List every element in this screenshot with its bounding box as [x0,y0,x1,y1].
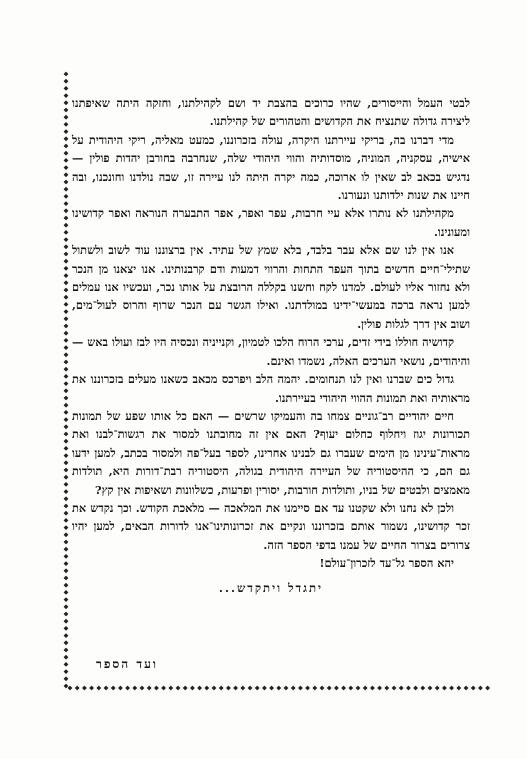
border-diamond [132,686,137,691]
border-diamond [478,686,483,691]
border-diamond [64,295,69,300]
border-diamond [64,424,69,429]
border-diamond [64,129,69,134]
border-diamond [64,288,69,293]
border-diamond [64,86,69,91]
border-diamond [64,316,69,321]
border-diamond [64,496,69,501]
border-diamond [64,532,69,537]
border-diamond [64,460,69,465]
border-diamond [190,686,195,691]
border-diamond [320,686,325,691]
border-diamond [204,686,209,691]
border-diamond [64,655,69,660]
border-diamond [89,686,94,691]
border-diamond [334,686,339,691]
border-diamond [176,686,181,691]
border-diamond [64,259,69,264]
border-diamond [442,686,447,691]
border-diamond [64,540,69,545]
border-diamond [64,633,69,638]
border-diamond [64,345,69,350]
border-diamond [64,446,69,451]
paragraph: יהא הספר גל־עד לזכרון־עולם! [319,556,454,571]
border-diamond [284,686,289,691]
border-diamond [226,686,231,691]
border-diamond [356,686,361,691]
border-diamond [64,518,69,523]
border-diamond [64,180,69,185]
border-diamond [64,676,69,681]
border-diamond [327,686,332,691]
border-diamond [212,686,217,691]
border-diamond [348,686,353,691]
border-diamond [64,590,69,595]
border-diamond [82,686,87,691]
border-diamond [64,583,69,588]
border-diamond [298,686,303,691]
border-diamond [240,686,245,691]
border-diamond [255,686,260,691]
border-diamond [64,648,69,653]
border-diamond [64,475,69,480]
paragraph: חיים יהודיים רב־גוניים צמחו בה והעמיקו שרשים — האם כל אותו שפע של תמונות תכורונות יגוז ויחלוף כחלום יעוף? האם אין זה מחובתנו למסור את רגשות־לבנו ואת מראות־עינינו מן הימים שעברו גם לבנינו אחרינו, לספר בעל־פה ולמסור בכתב, למען ידעו גם הם, כי ההיסטוריה של העיירה היהודית בגולה, היסטוריה רבת־דורות היא, תולדות מאמצים ולבטים של בניו, ותולדות חורבות, יסורין ופרעות, כשלוונות ושאיפות אין קץ? [72,408,470,497]
border-diamond [64,324,69,329]
border-diamond [154,686,159,691]
border-diamond [370,686,375,691]
border-diamond [399,686,404,691]
border-diamond [64,388,69,393]
border-diamond [64,93,69,98]
border-diamond [341,686,346,691]
border-diamond [64,374,69,379]
border-diamond [64,208,69,213]
border-diamond [64,280,69,285]
border-diamond [64,79,69,84]
border-diamond [428,686,433,691]
border-diamond [64,309,69,314]
border-diamond [64,158,69,163]
border-diamond [64,237,69,242]
border-diamond [464,686,469,691]
border-diamond [64,432,69,437]
border-diamond [64,489,69,494]
border-diamond [64,302,69,307]
signature: ועד הספר [96,657,158,671]
border-diamond [64,187,69,192]
border-diamond [168,686,173,691]
border-diamond [64,403,69,408]
border-diamond [413,686,418,691]
paragraph: מקהילתנו לא נותרו אלא עיי חרבות, עפר ואפר, אפר התבערה הנוראה ואפר קדושינו ומעונינו. [72,206,470,239]
border-diamond [64,216,69,221]
border-diamond [64,352,69,357]
border-diamond [363,686,368,691]
border-diamond [262,686,267,691]
border-diamond [64,360,69,365]
border-diamond [64,482,69,487]
border-diamond [64,100,69,105]
border-diamond [64,511,69,516]
border-diamond [64,266,69,271]
border-diamond [64,619,69,624]
border-diamond [125,686,130,691]
border-diamond [64,72,69,77]
border-diamond [312,686,317,691]
border-diamond [64,576,69,581]
border-diamond [75,686,80,691]
border-diamond [64,144,69,149]
paragraph: ולכן לא נחנו ולא שקטנו עד אם סיימנו את המלאכה — מלאכת הקודש. וכך נקדש את זכר קדושינו, נשמור אותם בזכרוננו ונקיים את זכרונותינו־אנו לדורות הבאים, למען יהיו צרורים בצרור החיים של עמנו בדפי הספר הזה. [72,500,470,552]
border-diamond [64,201,69,206]
border-diamond [420,686,425,691]
border-diamond [377,686,382,691]
border-diamond [269,686,274,691]
border-diamond [64,554,69,559]
border-diamond [64,410,69,415]
border-diamond [64,561,69,566]
border-diamond [111,686,116,691]
border-diamond [392,686,397,691]
border-diamond [161,686,166,691]
border-diamond [64,122,69,127]
border-diamond [64,684,69,689]
border-diamond [471,686,476,691]
border-diamond [64,669,69,674]
border-diamond [64,331,69,336]
border-diamond [64,223,69,228]
border-diamond [64,230,69,235]
border-diamond [64,136,69,141]
border-diamond [64,108,69,113]
border-diamond [64,381,69,386]
border-diamond [64,662,69,667]
border-diamond [64,453,69,458]
border-diamond [64,417,69,422]
paragraph: אנו אין לנו שם אלא עבר בלבד, בלא שמץ של עתיד. אין ברצוננו עוד לשוב ולשתול שתילי־חיים חדשים בתוך העפר התחות והרווי דמעות ודם קרבנותינו. אנו יצאנו מן הנכר ולא נחזור אליו לעולם. למדנו לקח וחשנו בקללה הרובצת על אותו נכר, ועכשיו אנו עמלים למען נראה ברכה במעשי־ידינו במולדתנו. ואילו הגשר עם הנכר שרוף והרוס לעול־מים, ושוב אין דרך לגלות פולין. [72,243,470,331]
border-diamond [147,686,152,691]
border-diamond [64,165,69,170]
border-diamond [456,686,461,691]
border-diamond [64,367,69,372]
border-diamond [64,194,69,199]
closing-phrase: יתגדל ויתקדש... [218,580,324,595]
border-diamond [233,686,238,691]
border-diamond [64,252,69,257]
border-diamond [291,686,296,691]
paragraph: גדול כים שברנו ואין לנו תנחומים. יהמה הלב ויפרכס מכאב כשאנו מעלים בזכרוננו את מראותיה ואת תמונות ההווי היהודי בעיירתנו. [72,372,470,405]
border-diamond [64,612,69,617]
border-diamond [64,547,69,552]
border-diamond [64,439,69,444]
border-diamond [197,686,202,691]
border-diamond [219,686,224,691]
border-diamond [64,396,69,401]
border-diamond [104,686,109,691]
border-diamond [384,686,389,691]
border-diamond [64,640,69,645]
paragraph: לבטי העמל והייסורים, שהיו כרוכים בהצבת יד ושם לקהילתנו, וחזקה היתה שאיפתנו ליצירה גדולה שתנציח את הקדושים והטהורים של קהילתנו. [72,96,470,129]
border-diamond [276,686,281,691]
paragraph: קדושיה חוללו בידי זדים, ערכי הרוח הלכו לטמיון, וקנייניה ונכסיה היו לבז ועולו באש — והיהודים, נושאי הערכים האלה, נשמדו ואינם. [72,335,470,368]
border-diamond [64,597,69,602]
border-diamond [118,686,123,691]
border-diamond [406,686,411,691]
border-diamond [64,568,69,573]
border-diamond [64,338,69,343]
border-diamond [64,504,69,509]
border-diamond [68,686,73,691]
border-diamond [485,686,490,691]
border-diamond [140,686,145,691]
border-diamond [435,686,440,691]
border-diamond [64,115,69,120]
border-diamond [305,686,310,691]
border-diamond [64,244,69,249]
border-diamond [96,686,101,691]
border-diamond [64,468,69,473]
border-diamond [64,172,69,177]
border-diamond [248,686,253,691]
border-diamond [64,273,69,278]
border-diamond [183,686,188,691]
paragraph: מדי דברנו בה, בריקי עיירתנו היקרה, עולה בזכרוננו, כמעט מאליה, ריקי היהודית על אישיה, עסקניה, המוניה, מוסדותיה והווי היהודי שלה, שנחרבה בחורבן יהדות פולין — נדגיש בכאב לב שאין לו ארוכה, כמה יקרה היתה לנו עיירה זו, שבה נולדנו וחונכנו, ובה חיינו את שנות ילדותנו ונעורנו. [72,132,470,203]
border-diamond [64,604,69,609]
border-diamond [64,151,69,156]
border-diamond [64,525,69,530]
border-diamond [64,626,69,631]
border-diamond [449,686,454,691]
